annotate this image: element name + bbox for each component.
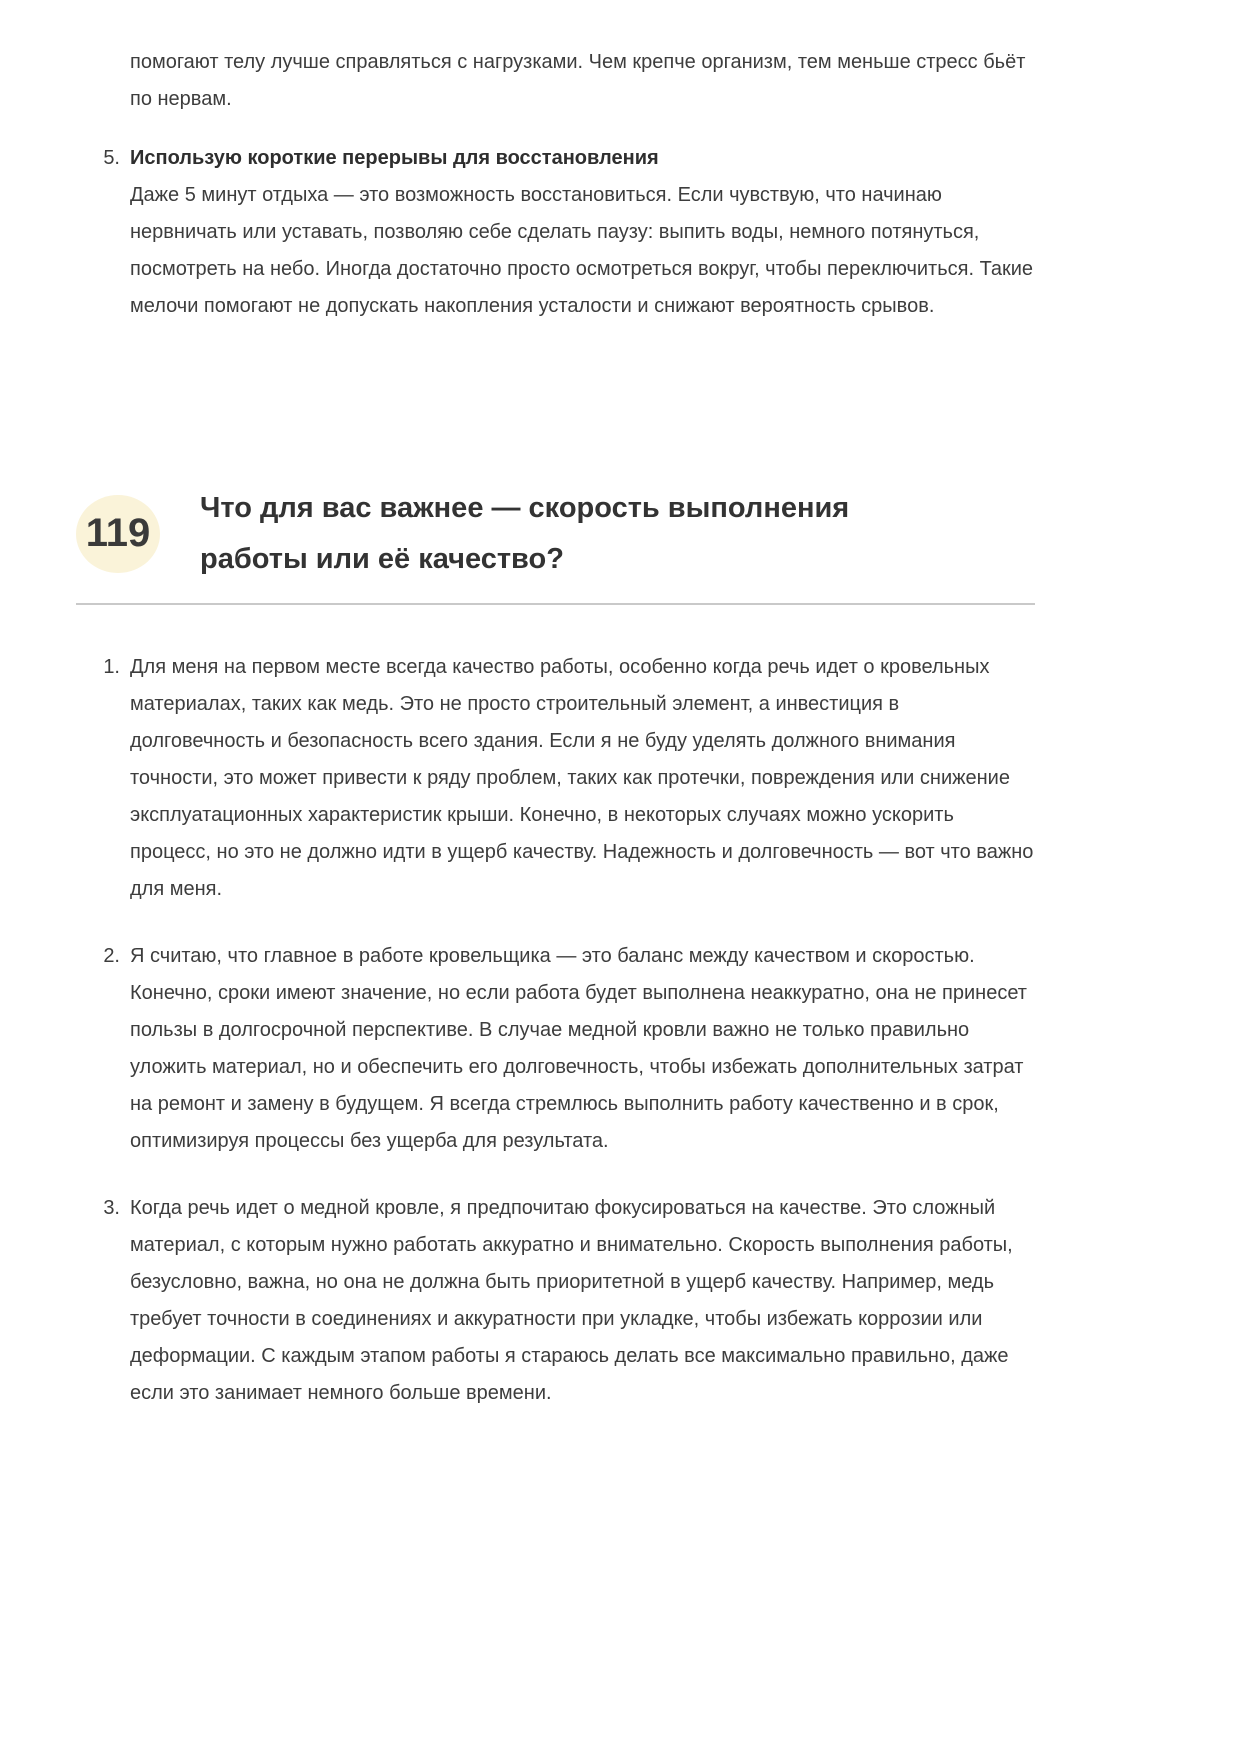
tip-number: 5. xyxy=(103,147,120,169)
tip-item xyxy=(76,140,1035,325)
answer-item xyxy=(76,649,1035,908)
answer-item xyxy=(76,938,1035,1160)
tip-title: Использую короткие перерывы для восстановления xyxy=(130,147,659,169)
answer-number: 1. xyxy=(103,655,120,678)
answer-text: Для меня на первом месте всегда качество работы, особенно когда речь идет о кровельных материалах, таких как медь. Это не просто строительный элемент, а инвестиция в долговечность и безопасность всего здания. Если я не буду уделять должного внимания точности, это может привести к ряду проблем, таких как протечки, повреждения или снижение эксплуатационных характеристик крыши. Конечно, в некоторых случаях можно ускорить процесс, но это не должно идти в ущерб качеству. Надежность и долговечность — вот что важно для меня. xyxy=(130,655,1034,900)
answer-text: Я считаю, что главное в работе кровельщика — это баланс между качеством и скоростью. Конечно, сроки имеют значение, но если работа будет выполнена неаккуратно, она не принесет пользы в долгосрочной перспективе. В случае медной кровли важно не только правильно уложить материал, но и обеспечить его долговечность, чтобы избежать дополнительных затрат на ремонт и замену в будущем. Я всегда стремлюсь выполнить работу качественно и в срок, оптимизируя процессы без ущерба для результата. xyxy=(130,944,1027,1152)
section-divider xyxy=(76,603,1035,605)
answer-number: 2. xyxy=(103,944,120,967)
answer-item xyxy=(76,1190,1035,1412)
question-section xyxy=(76,483,1035,1412)
answer-text: Когда речь идет о медной кровле, я предпочитаю фокусироваться на качестве. Это сложный материал, с которым нужно работать аккуратно и внимательно. Скорость выполнения работы, безусловно, важна, но она не должна быть приоритетной в ущерб качеству. Например, медь требует точности в соединениях и аккуратности при укладке, чтобы избежать коррозии или деформации. С каждым этапом работы я стараюсь делать все максимально правильно, даже если это занимает немного больше времени. xyxy=(130,1196,1013,1404)
question-title: Что для вас важнее — скорость выполнения работы или её качество? xyxy=(200,492,850,575)
answer-number: 3. xyxy=(103,1196,120,1219)
tip-body: Даже 5 минут отдыха — это возможность восстановиться. Если чувствую, что начинаю нервничать или уставать, позволяю себе сделать паузу: выпить воды, немного потянуться, посмотреть на небо. Иногда достаточно просто осмотреться вокруг, чтобы переключиться. Такие мелочи помогают не допускать накопления усталости и снижают вероятность срывов. xyxy=(130,184,1034,317)
question-header xyxy=(76,483,1035,585)
answers-list xyxy=(76,649,1035,1412)
question-number-badge: 119 xyxy=(76,495,160,573)
intro-continuation-paragraph: помогают телу лучше справляться с нагрузками. Чем крепче организм, тем меньше стресс бьёт по нервам. xyxy=(130,51,1026,110)
tip-content xyxy=(130,140,1035,325)
